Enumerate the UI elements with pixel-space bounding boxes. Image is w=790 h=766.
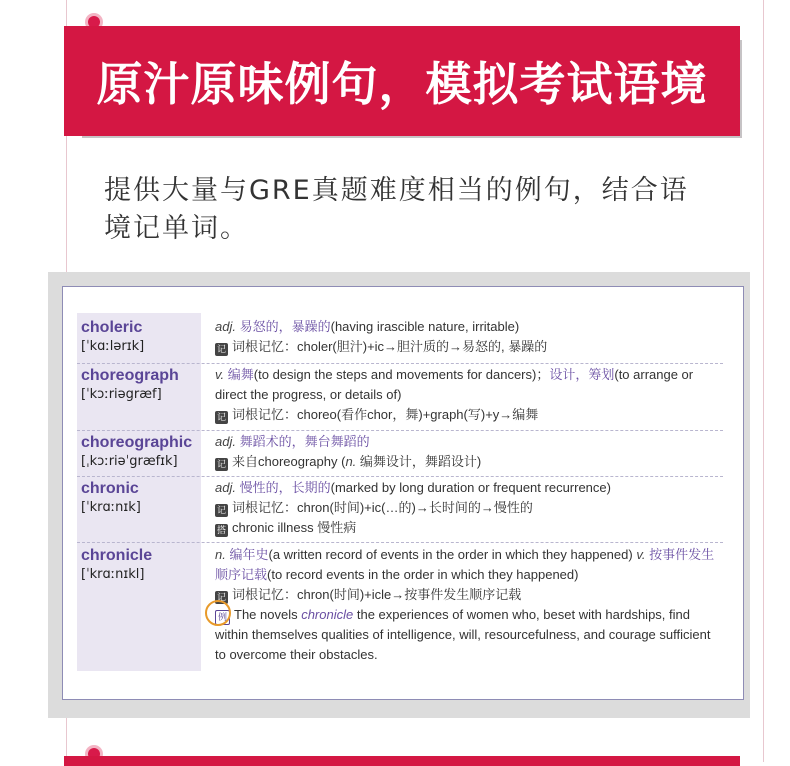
banner-title: 原汁原味例句，模拟考试语境 [96,57,708,111]
example-highlight-ring [205,600,231,626]
entry-choreograph [77,365,723,427]
memo-text: 词根记忆：chron(时间)+ic(…的)→长时间的→慢性的 [232,500,533,515]
memo-icon: 记 [216,505,226,515]
headword: choreograph [81,367,179,384]
example-icon: 例 [215,610,230,625]
en-meaning-2: (to record events in the order in which they happened) [267,567,579,582]
pos: adj. [215,319,236,334]
en-meaning: (having irascible nature, irritable) [330,319,520,334]
phonetic: [ˈkrɑːnɪk] [81,500,141,515]
cn-meaning: 易怒的，暴躁的 [239,319,331,334]
dictionary-card [62,286,744,700]
en-meaning: (a written record of events in the order in which they happened) [268,547,633,562]
memo-icon: 记 [216,344,226,354]
headword: choleric [81,319,143,336]
right-frame-line [763,0,764,762]
headword: chronic [81,480,139,497]
next-banner-edge [64,756,740,766]
collocation-text: chronic illness 慢性病 [232,520,357,535]
example-text-tail: the experiences of women who, beset with hardships, find within themselves qualities of intelligence, will, resourcefulness, and courage sufficient to overcome their obstacles. [215,607,711,662]
entry-chronic [77,478,723,540]
cn-meaning: 舞蹈术的，舞台舞蹈的 [239,434,370,449]
en-meaning: (marked by long duration or frequent recurrence) [330,480,611,495]
en-meaning: (to design the steps and movements for dancers)； [253,367,550,382]
memo-pos: n. [345,454,357,469]
definition [215,432,715,472]
definition [215,545,715,665]
memo-text: 词根记忆：choreo(看作chor，舞)+graph(写)+y→编舞 [232,407,539,422]
memo-text: 来自choreography ( [232,454,346,469]
memo-icon: 记 [216,459,226,469]
memo-text: 词根记忆：chron(时间)+icle→按事件发生顺序记载 [232,587,522,602]
entry-choleric [77,317,723,361]
headword: choreographic [81,434,193,451]
definition [215,478,715,538]
memo-text-tail: 编舞设计，舞蹈设计) [356,454,482,469]
divider [77,542,723,543]
definition [215,317,715,357]
definition [215,365,715,425]
cn-meaning-2: 按事件发生顺序记载 [215,547,715,582]
entry-choreographic [77,432,723,474]
banner-band [64,26,740,136]
cn-meaning: 慢性的，长期的 [239,480,331,495]
memo-icon: 记 [216,412,226,422]
divider [77,430,723,431]
phonetic: [ˈkɔːriəgræf] [81,387,162,402]
example-keyword: chronicle [301,607,354,622]
memo-text: 词根记忆：choler(胆汁)+ic→胆汁质的→易怒的, 暴躁的 [232,339,548,354]
pos: adj. [215,480,236,495]
pos: v. [215,367,225,382]
intro-text: 提供大量与GRE真题难度相当的例句，结合语境记单词。 [104,175,689,244]
phonetic: [ˈkrɑːnɪkl] [81,567,145,582]
en-meaning-2: (to arrange or direct the progress, or details of) [215,367,694,402]
example-text: The novels [234,607,302,622]
pos: adj. [215,434,236,449]
cn-meaning-2: 设计，筹划 [549,367,615,382]
phonetic: [ˈkɑːlərɪk] [81,339,145,354]
collocation-icon: 搭 [216,525,226,535]
memo-icon: 记 [216,592,226,602]
entry-chronicle [77,545,723,675]
pos: n. [215,547,226,562]
title-banner [64,26,740,146]
divider [77,476,723,477]
headword: chronicle [81,547,153,564]
phonetic: [ˌkɔːriəˈgræfɪk] [81,454,178,469]
cn-meaning: 编舞 [227,367,254,382]
cn-meaning: 编年史 [229,547,269,562]
pos-2: v. [636,547,646,562]
divider [77,363,723,364]
